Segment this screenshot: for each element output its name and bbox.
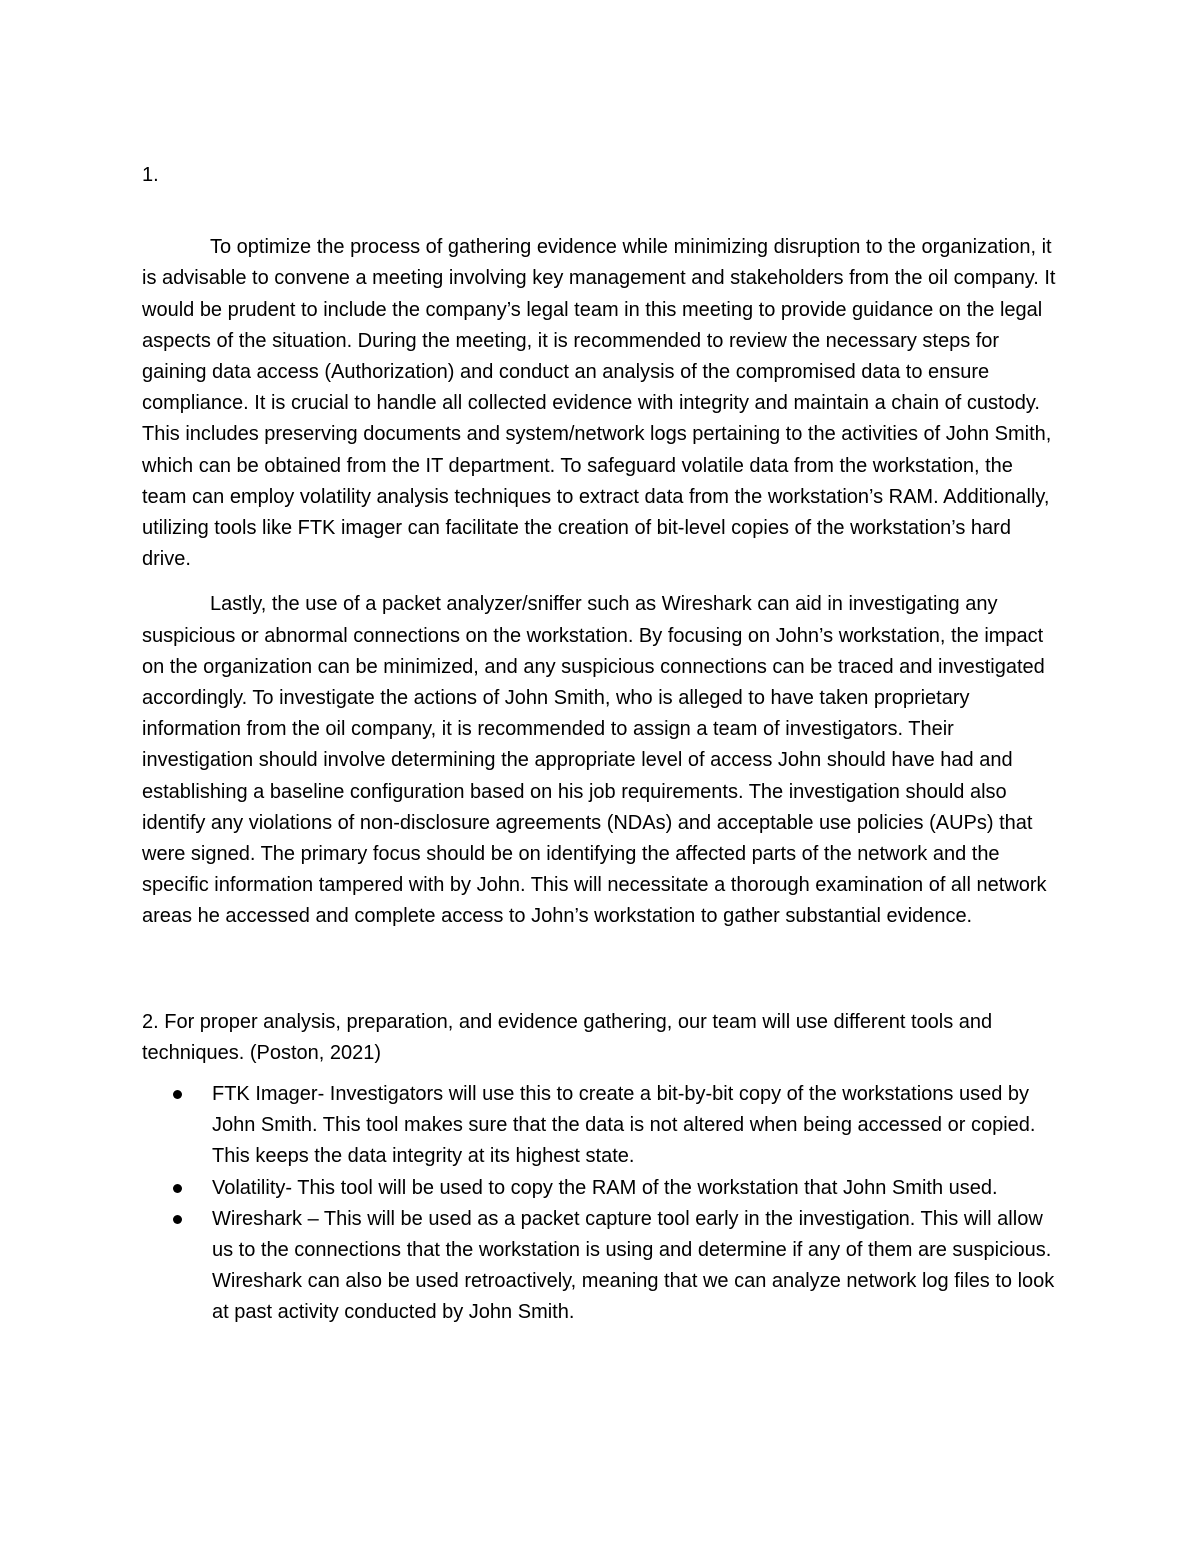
section-1-paragraph-2: Lastly, the use of a packet analyzer/sniffer such as Wireshark can aid in investigating any suspicious or abnormal connections on the workstation. By focusing on John’s workstation, the impact on the organization can be minimized, and any suspicious connections can be traced and investigated accordingly. To investigate the actions of John Smith, who is alleged to have taken proprietary information from the oil company, it is recommended to assign a team of investigators. Their investigation should involve determining the appropriate level of access John should have had and establishing a baseline configuration based on his job requirements. The investigation should also identify any violations of non-disclosure agreements (NDAs) and acceptable use policies (AUPs) that were signed. The primary focus should be on identifying the affected parts of the network and the specific information tampered with by John. This will necessitate a thorough examination of all network areas he accessed and complete access to John’s workstation to gather substantial evidence. xyxy=(142,593,1047,928)
list-item xyxy=(142,1173,1062,1204)
list-item xyxy=(142,1079,1062,1173)
list-item xyxy=(142,1204,1062,1329)
bullet-icon xyxy=(173,1215,182,1224)
bullet-icon xyxy=(173,1184,182,1193)
section-2-intro: 2. For proper analysis, preparation, and evidence gathering, our team will use different tools and techniques. (Poston, 2021) xyxy=(142,1010,993,1064)
tool-wireshark-text: Wireshark – This will be used as a packet capture tool early in the investigation. This will allow us to the connections that the workstation is using and determine if any of them are suspicious. Wireshark can also be used retroactively, meaning that we can analyze network log files to look at past activity conducted by John Smith. xyxy=(212,1207,1055,1324)
document-body xyxy=(142,160,1062,1329)
tools-bullet-list xyxy=(142,1079,1062,1329)
tool-ftk-imager-text: FTK Imager- Investigators will use this to create a bit-by-bit copy of the workstations used by John Smith. This tool makes sure that the data is not altered when being accessed or copied. This keeps the data integrity at its highest state. xyxy=(212,1083,1036,1168)
bullet-icon xyxy=(173,1090,182,1099)
tool-volatility-text: Volatility- This tool will be used to copy the RAM of the workstation that John Smith used. xyxy=(212,1176,998,1199)
section-1-number: 1. xyxy=(142,164,159,186)
section-1-paragraph-1: To optimize the process of gathering evidence while minimizing disruption to the organization, it is advisable to convene a meeting involving key management and stakeholders from the oil company. It would be prudent to include the company’s legal team in this meeting to provide guidance on the legal aspects of the situation. During the meeting, it is recommended to review the necessary steps for gaining data access (Authorization) and conduct an analysis of the compromised data to ensure compliance. It is crucial to handle all collected evidence with integrity and maintain a chain of custody. This includes preserving documents and system/network logs pertaining to the activities of John Smith, which can be obtained from the IT department. To safeguard volatile data from the workstation, the team can employ volatility analysis techniques to extract data from the workstation’s RAM. Additionally, utilizing tools like FTK imager can facilitate the creation of bit-level copies of the workstation’s hard drive. xyxy=(142,236,1056,571)
